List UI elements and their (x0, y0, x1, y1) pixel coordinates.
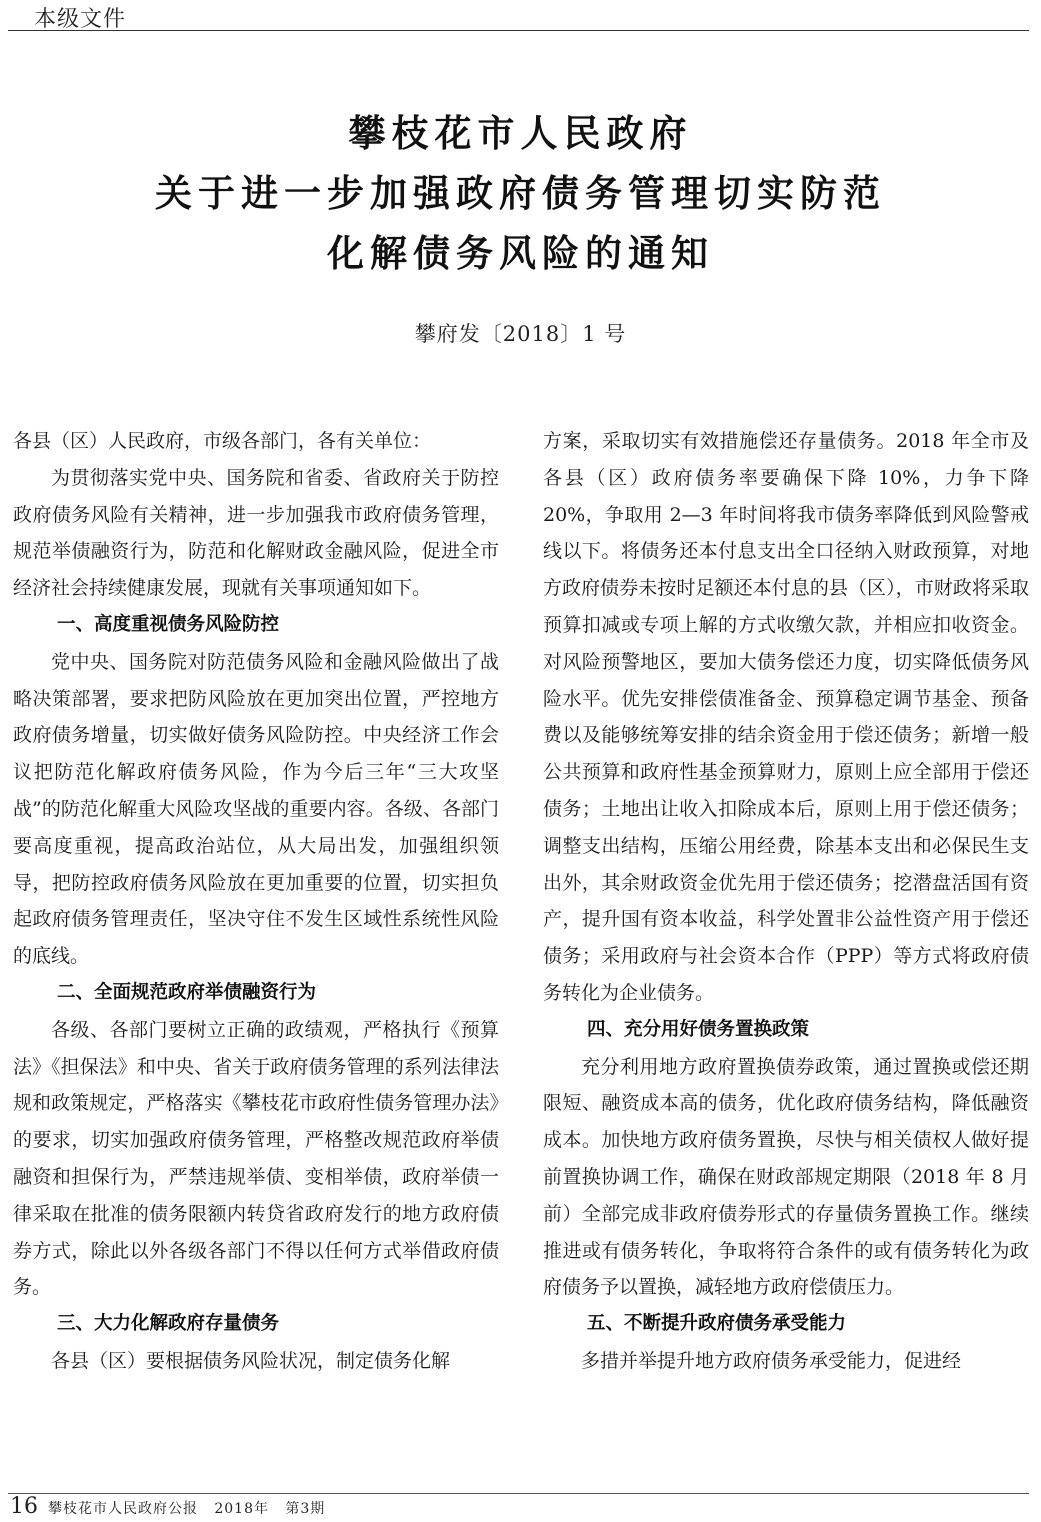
section-3-paragraph-continued: 方案，采取切实有效措施偿还存量债务。2018 年全市及各县（区）政府债务率要确保下降 10%，力争下降 20%，争取用 2—3 年时间将我市债务率降低到风险警戒线以下。将债务还本付息支出全口径纳入财政预算，对地方政府债券未按时足额还本付息的县（区），市财政将采取预算扣减或专项上解的方式收缴欠款，并相应扣收资金。对风险预警地区，要加大债务偿还力度，切实降低债务风险水平。优先安排偿债准备金、预算稳定调节基金、预备费以及能够统筹安排的结余资金用于偿还债务；新增一般公共预算和政府性基金预算财力，原则上应全部用于偿还债务；土地出让收入扣除成本后，原则上用于偿还债务；调整支出结构，压缩公用经费，除基本支出和必保民生支出外，其余财政资金优先用于偿还债务；挖潜盘活国有资产，提升国有资本收益，科学处置非公益性资产用于偿还债务；采用政府与社会资本合作（PPP）等方式将政府债务转化为企业债务。 (543, 430, 1029, 1004)
title-line-1: 攀枝花市人民政府 (348, 111, 693, 155)
section-heading-3: 三、大力化解政府存量债务 (57, 1313, 280, 1335)
left-column (13, 423, 499, 1380)
section-label: 本级文件 (34, 7, 127, 32)
section-3-paragraph-start: 各县（区）要根据债务风险状况，制定债务化解 (51, 1349, 451, 1372)
header-rule (8, 30, 1029, 31)
section-2-paragraph: 各级、各部门要树立正确的政绩观，严格执行《预算法》《担保法》和中央、省关于政府债务管理的系列法律法规和政策规定，严格落实《攀枝花市政府性债务管理办法》的要求，切实加强政府债务管理，严格整改规范政府举债融资和担保行为，严禁违规举债、变相举债，政府举债一律采取在批准的债务限额内转贷省政府发行的地方政府债券方式，除此以外各级各部门不得以任何方式举借政府债务。 (13, 1018, 499, 1299)
page-footer (10, 1494, 325, 1520)
intro-paragraph: 为贯彻落实党中央、国务院和省委、省政府关于防控政府债务风险有关精神，进一步加强我市政府债务管理，规范举债融资行为，防范和化解财政金融风险，促进全市经济社会持续健康发展，现就有关事项通知如下。 (13, 466, 499, 600)
publication-info: 攀枝花市人民政府公报 2018年 第3期 (48, 1501, 326, 1517)
section-heading-2: 二、全面规范政府举债融资行为 (57, 981, 317, 1003)
document-title (0, 103, 1041, 283)
section-4-paragraph: 充分利用地方政府置换债券政策，通过置换或偿还期限短、融资成本高的债务，优化政府债务结构，降低融资成本。加快地方政府债务置换，尽快与相关债权人做好提前置换协调工作，确保在财政部规定期限（2018 年 8 月前）全部完成非政府债券形式的存量债务置换工作。继续推进或有债务转化，争取将符合条件的或有债务转化为政府债务予以置换，减轻地方政府偿债压力。 (543, 1055, 1029, 1299)
title-line-3: 化解债务风险的通知 (327, 231, 714, 275)
section-heading-1: 一、高度重视债务风险防控 (57, 613, 280, 635)
document-number: 攀府发〔2018〕1 号 (414, 322, 627, 346)
salutation: 各县（区）人民政府，市级各部门，各有关单位： (13, 430, 432, 452)
right-column (543, 423, 1029, 1380)
section-5-paragraph-start: 多措并举提升地方政府债务承受能力，促进经 (581, 1349, 962, 1372)
page-number: 16 (10, 1494, 38, 1519)
title-line-2: 关于进一步加强政府债务管理切实防范 (155, 171, 886, 215)
section-heading-5: 五、不断提升政府债务承受能力 (587, 1313, 847, 1335)
section-heading-4: 四、充分用好债务置换政策 (587, 1018, 810, 1040)
section-1-paragraph: 党中央、国务院对防范债务风险和金融风险做出了战略决策部署，要求把防风险放在更加突出位置，严控地方政府债务增量，切实做好债务风险防控。中央经济工作会议把防范化解政府债务风险，作为今后三年“三大攻坚战”的防范化解重大风险攻坚战的重要内容。各级、各部门要高度重视，提高政治站位，从大局出发，加强组织领导，把防控政府债务风险放在更加重要的位置，切实担负起政府债务管理责任，坚决守住不发生区域性系统性风险的底线。 (13, 650, 499, 968)
